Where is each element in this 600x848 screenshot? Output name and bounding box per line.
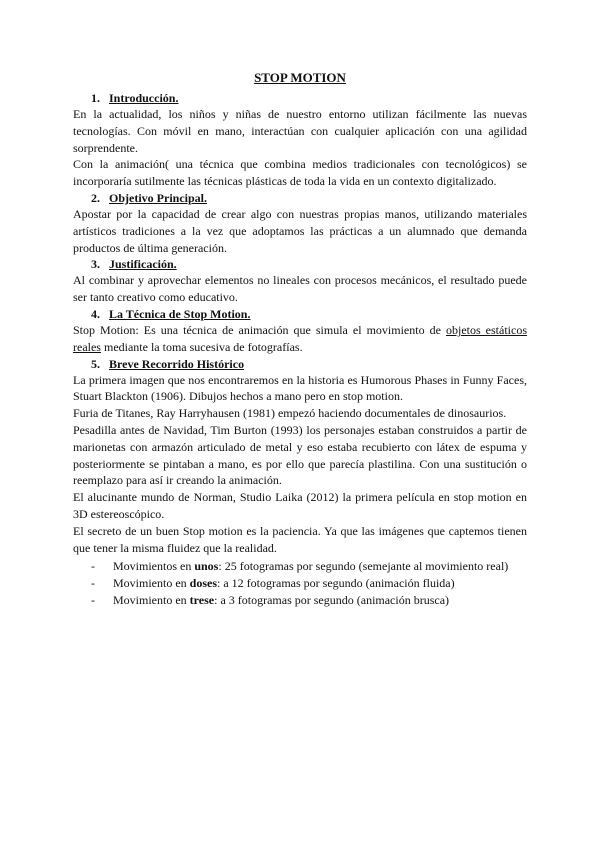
list-keyword: doses [189,576,218,591]
list-item-text [113,575,455,592]
section-heading-justificacion [73,256,527,272]
paragraph-text: Stop Motion: Es una técnica de animación que simula el movimiento de [73,322,446,337]
paragraph: Al combinar y aprovechar elementos no lineales con procesos mecánicos, el resultado puede ser tanto creativo como educativo. [73,273,527,305]
section-heading-introduccion [73,90,527,106]
paragraph: En la actualidad, los niños y niñas de nuestro entorno utilizan fácilmente las nuevas tecnologías. Con móvil en mano, interactúan con cualquier aplicación con una agilidad sorprendente. [73,107,527,155]
section-title: Introducción. [109,91,179,105]
paragraph: El alucinante mundo de Norman, Studio Laika (2012) la primera película en stop motion en 3D estereoscópico. [73,490,527,521]
paragraph: Apostar por la capacidad de crear algo con nuestras propias manos, utilizando materiales artísticos tradiciones a la vez que adoptamos las prácticas a un alumnado que demanda productos de última generación. [73,206,527,255]
list-text: : a 3 fotogramas por segundo (animación brusca) [214,592,450,607]
list-item [91,575,527,592]
section-heading-tecnica [73,306,527,322]
section-title: La Técnica de Stop Motion. [109,306,251,321]
section-title: Justificación. [109,257,177,272]
paragraph: La primera imagen que nos encontraremos en la historia es Humorous Phases in Funny Faces, Stuart Blackton (1906). Dibujos hechos a mano pero en stop motion. [73,372,527,404]
paragraph: El secreto de un buen Stop motion es la paciencia. Ya que las imágenes que captemos tienen que tener la misma fluidez que la realidad. [73,523,527,555]
section-heading-recorrido [73,356,527,372]
section-number: 2. [91,190,100,205]
list-keyword: unos [194,559,219,574]
list-text: : a 12 fotogramas por segundo (animación fluida) [217,576,455,591]
list-dash: - [91,592,95,607]
paragraph-text: mediante la toma sucesiva de fotografías. [100,339,303,354]
section-number: 3. [91,257,100,272]
paragraph: Furia de Titanes, Ray Harryhausen (1981) empezó haciendo documentales de dinosaurios. [73,406,507,421]
section-number: 4. [91,306,100,321]
list-item [91,558,527,575]
list-text: Movimiento en [113,592,190,607]
paragraph: Pesadilla antes de Navidad, Tim Burton (1993) los personajes estaban construidos a partir de marionetas con armazón articulado de metal y eso estaba recubierto con látex de espuma y posteriormente se pintaban a mano, es por ello que parecía plastilina. Con una sustitución o reemplazo para así ir creando la animación. [73,422,527,488]
paragraph [73,322,527,356]
list-text: : 25 fotogramas por segundo (semejante al movimiento real) [218,559,509,574]
paragraph: Con la animación( una técnica que combina medios tradicionales con tecnológicos) se incorporaría sutilmente las técnicas plásticas de toda la vida en un contexto digitalizado. [73,157,527,189]
list-item [91,592,527,609]
list-item-text [113,558,508,575]
list-text: Movimientos en [113,559,195,574]
section-number: 1. [91,91,100,105]
section-title: Breve Recorrido Histórico [109,356,245,371]
list-text: Movimiento en [113,576,190,591]
frame-rate-list [73,558,527,608]
underlined-phrase: objetos estáticos reales [73,322,528,354]
section-title: Objetivo Principal. [109,190,207,205]
document-title: STOP MOTION [254,70,346,85]
list-dash: - [91,576,95,591]
section-heading-objetivo [73,190,527,206]
list-item-text [113,592,449,609]
list-dash: - [91,559,95,574]
section-number: 5. [91,356,100,371]
list-keyword: trese [189,592,215,607]
